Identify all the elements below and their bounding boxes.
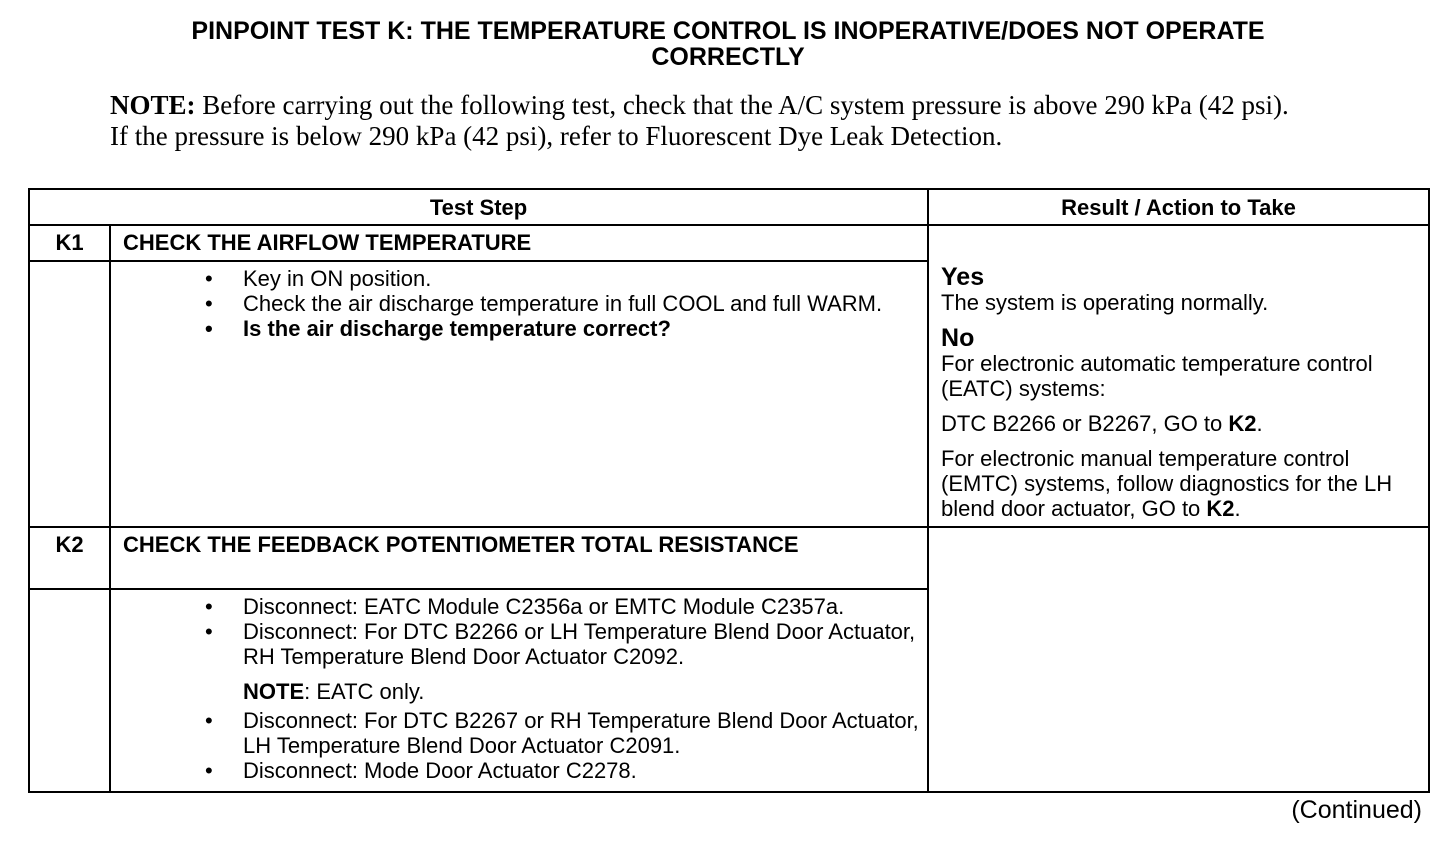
k1-step: • Check the air discharge temperature in full COOL and full WARM. [205,291,883,316]
k1-id: K1 [29,225,110,261]
pinpoint-test-title [0,18,1456,70]
k2-eatc-note: NOTE: EATC only. [243,679,425,704]
k1-result [928,225,1429,527]
k2-result [928,527,1429,792]
k2-id-blank [29,589,110,792]
note-text: Before carrying out the following test, check that the A/C system pressure is above 290 kPa (42 psi). If the pressure is below 290 kPa (42 psi), refer to Fluorescent Dye Leak Detection. [110,90,1289,151]
k2-header: CHECK THE FEEDBACK POTENTIOMETER TOTAL RESISTANCE [110,527,928,589]
k1-goto-k2-ref-2: K2 [1206,496,1235,521]
title-line-1: PINPOINT TEST K: THE TEMPERATURE CONTROL IS INOPERATIVE/DOES NOT OPERATE [191,17,1265,45]
k1-steps [110,261,928,527]
k2-step: • Disconnect: For DTC B2266 or LH Temperature Blend Door Actuator, RH Temperature Blend Door Actuator C2092. [205,619,916,669]
result-header: Result / Action to Take [928,189,1429,225]
k1-goto-k2-ref: K2 [1228,411,1257,436]
table-header-row [29,189,1429,225]
k1-step: • Key in ON position. [205,266,432,291]
k1-yes-text: The system is operating normally. [941,290,1269,315]
k2-header-row [29,527,1429,589]
k2-step: • Disconnect: For DTC B2267 or RH Temperature Blend Door Actuator, LH Temperature Blend Door Actuator C2091. [205,708,919,758]
k1-step-question: • Is the air discharge temperature correct? [205,316,671,341]
pressure-note [110,90,1290,152]
k2-id: K2 [29,527,110,589]
k1-no-text-1: For electronic automatic temperature control (EATC) systems: [941,351,1373,401]
k2-steps [110,589,928,792]
k1-yes-label: Yes [941,263,985,291]
k1-header-row [29,225,1429,261]
k1-id-blank [29,261,110,527]
test-step-header: Test Step [29,189,928,225]
k1-no-label: No [941,324,975,352]
note-label: NOTE: [110,90,196,120]
k2-step: • Disconnect: EATC Module C2356a or EMTC Module C2357a. [205,594,845,619]
k1-header: CHECK THE AIRFLOW TEMPERATURE [110,225,928,261]
k1-no-text-2: DTC B2266 or B2267, GO to K2. [941,411,1263,436]
k2-step: • Disconnect: Mode Door Actuator C2278. [205,758,637,783]
pinpoint-test-table [28,188,1430,793]
continued-label: (Continued) [1291,796,1422,824]
k1-no-text-3: For electronic manual temperature control (EMTC) systems, follow diagnostics for the LH blend door actuator, GO to K2. [941,446,1393,521]
title-line-2: CORRECTLY [651,43,805,71]
